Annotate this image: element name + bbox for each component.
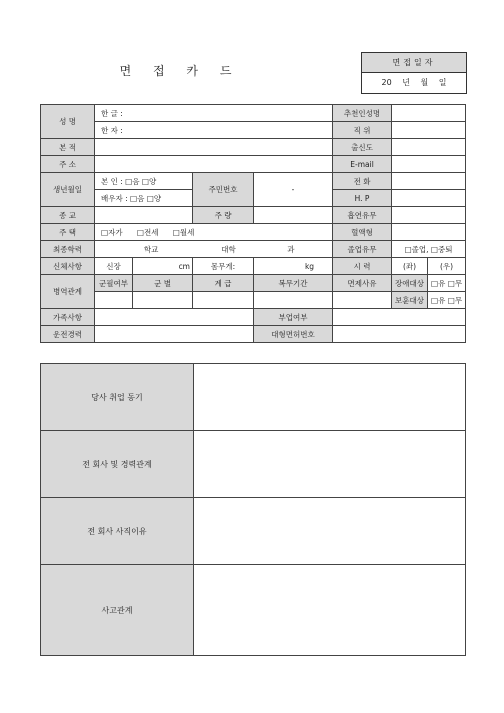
- weight-unit[interactable]: kg: [254, 258, 333, 275]
- essay-table: [40, 363, 466, 656]
- military-label: 병역관계: [41, 275, 95, 309]
- birthplace-label: 출신도: [333, 139, 392, 156]
- military-branch-field[interactable]: [133, 292, 193, 309]
- id-number-field[interactable]: -: [254, 173, 333, 207]
- graduation-field[interactable]: □졸업, □중퇴: [392, 241, 466, 258]
- origin-label: 본 적: [41, 139, 95, 156]
- phone-field[interactable]: [392, 173, 466, 190]
- license-label: 대형면허번호: [254, 326, 333, 343]
- driving-label: 운전경력: [41, 326, 95, 343]
- email-label: E-mail: [333, 156, 392, 173]
- id-number-label: 주민번호: [193, 173, 254, 207]
- education-dept: 과: [287, 244, 295, 254]
- graduation-label: 졸업유무: [333, 241, 392, 258]
- driving-field[interactable]: [95, 326, 254, 343]
- hp-label: H. P: [333, 190, 392, 207]
- name-label: 성 명: [41, 105, 95, 139]
- veteran-field[interactable]: □유 □무: [428, 292, 466, 309]
- military-served-field[interactable]: [95, 292, 133, 309]
- birthplace-field[interactable]: [392, 139, 466, 156]
- interview-date-value[interactable]: 20 년 월 일: [381, 78, 447, 87]
- essay-field-accidents[interactable]: [194, 565, 466, 656]
- military-branch-label: 군 별: [133, 275, 193, 292]
- height-label: 신장: [95, 258, 133, 275]
- housing-jeonse[interactable]: □전세: [136, 227, 159, 237]
- housing-monthly[interactable]: □월세: [172, 227, 195, 237]
- military-exempt-label: 면제사유: [333, 275, 392, 292]
- eyesight-label: 시 력: [333, 258, 392, 275]
- name-hangul-field[interactable]: 한 글 :: [95, 105, 333, 122]
- drinking-label: 주 량: [193, 207, 254, 224]
- eyesight-right[interactable]: (우): [428, 258, 466, 275]
- name-hanja-field[interactable]: 한 자 :: [95, 122, 333, 139]
- smoking-label: 흡연유무: [333, 207, 392, 224]
- essay-field-career[interactable]: [194, 431, 466, 498]
- phone-label: 전 화: [333, 173, 392, 190]
- side-job-label: 부업여부: [254, 309, 333, 326]
- address-label: 주 소: [41, 156, 95, 173]
- housing-label: 주 택: [41, 224, 95, 241]
- veteran-label: 보훈대상: [392, 292, 428, 309]
- military-served-label: 군필여부: [95, 275, 133, 292]
- family-label: 가족사항: [41, 309, 95, 326]
- blood-type-label: 혈액형: [333, 224, 392, 241]
- drinking-field[interactable]: [254, 207, 333, 224]
- military-period-field[interactable]: [254, 292, 333, 309]
- side-job-field[interactable]: [333, 309, 466, 326]
- height-unit[interactable]: cm: [133, 258, 193, 275]
- referrer-field[interactable]: [392, 105, 466, 122]
- referrer-label: 추천인성명: [333, 105, 392, 122]
- birth-self-field[interactable]: 본 인 : □음 □양: [95, 173, 193, 190]
- position-label: 직 위: [333, 122, 392, 139]
- military-rank-label: 계 급: [193, 275, 254, 292]
- page-title: 면 접 카 드: [119, 64, 241, 78]
- essay-field-motivation[interactable]: [194, 364, 466, 431]
- birth-spouse-field[interactable]: 배우자 : □음 □양: [95, 190, 193, 207]
- blood-type-field[interactable]: [392, 224, 466, 241]
- weight-label: 몸무게:: [193, 258, 254, 275]
- education-label: 최종학력: [41, 241, 95, 258]
- disabled-label: 장애대상: [392, 275, 428, 292]
- essay-field-resignation[interactable]: [194, 498, 466, 565]
- eyesight-left[interactable]: (좌): [392, 258, 428, 275]
- education-school: 학교: [143, 244, 159, 254]
- religion-label: 종 교: [41, 207, 95, 224]
- interview-date-box: [361, 52, 467, 94]
- license-field[interactable]: [333, 326, 466, 343]
- housing-options[interactable]: [95, 224, 333, 241]
- military-period-label: 복무기간: [254, 275, 333, 292]
- address-field[interactable]: [95, 156, 333, 173]
- hp-field[interactable]: [392, 190, 466, 207]
- education-univ: 대학: [221, 244, 236, 254]
- military-rank-field[interactable]: [193, 292, 254, 309]
- origin-field[interactable]: [95, 139, 333, 156]
- housing-own[interactable]: □자가: [101, 227, 123, 237]
- body-label: 신체사항: [41, 258, 95, 275]
- religion-field[interactable]: [95, 207, 193, 224]
- essay-label-accidents: 사고관계: [41, 565, 194, 656]
- military-exempt-field[interactable]: [333, 292, 392, 309]
- family-field[interactable]: [95, 309, 254, 326]
- essay-label-career: 전 회사 및 경력관계: [41, 431, 194, 498]
- position-field[interactable]: [392, 122, 466, 139]
- essay-label-resignation: 전 회사 사직이유: [41, 498, 194, 565]
- applicant-info-table: [40, 104, 466, 343]
- email-field[interactable]: [392, 156, 466, 173]
- education-field[interactable]: [95, 241, 333, 258]
- interview-date-label: 면접일자: [362, 53, 466, 73]
- smoking-field[interactable]: [392, 207, 466, 224]
- birth-label: 생년월일: [41, 173, 95, 207]
- disabled-field[interactable]: □유 □무: [428, 275, 466, 292]
- essay-label-motivation: 당사 취업 동기: [41, 364, 194, 431]
